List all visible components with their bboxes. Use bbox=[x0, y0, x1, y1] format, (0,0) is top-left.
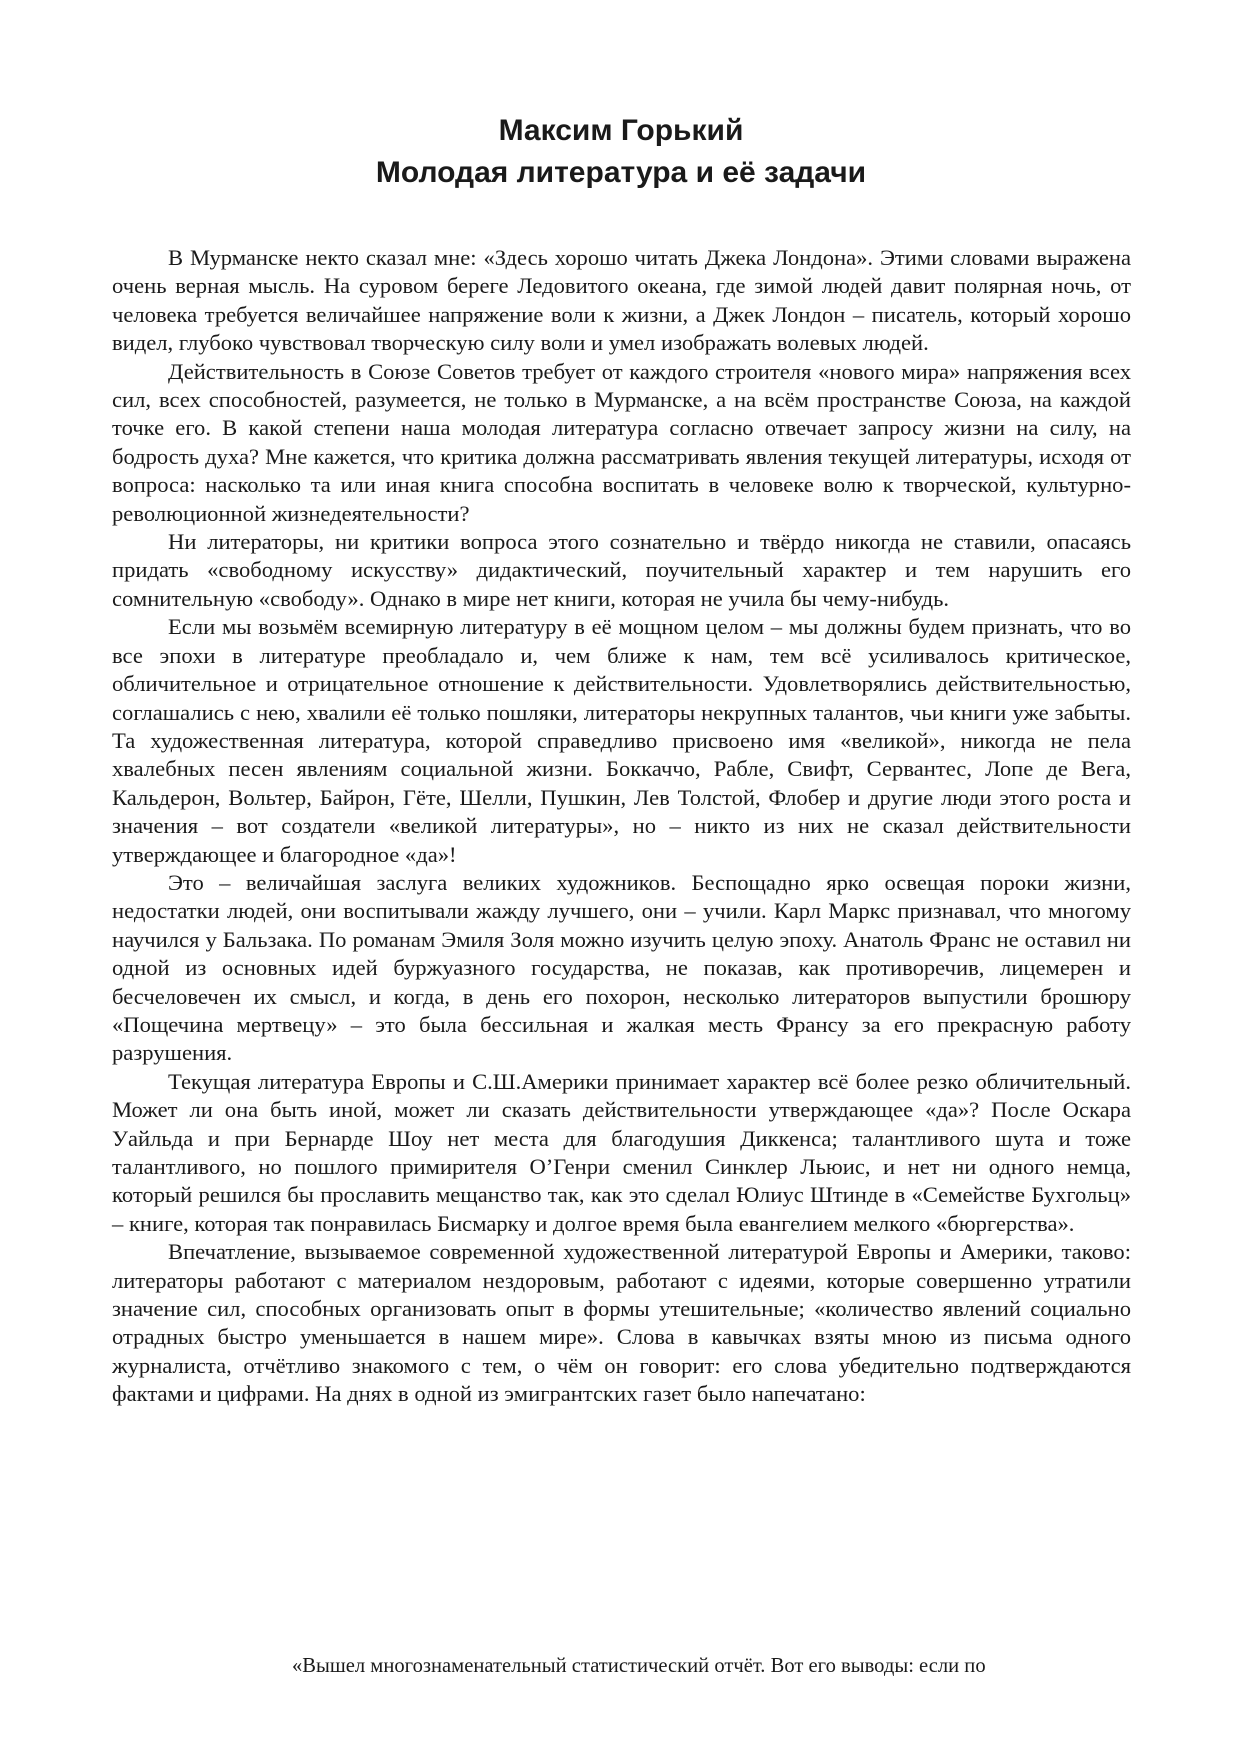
paragraph: В Мурманске некто сказал мне: «Здесь хорошо читать Джека Лондона». Этими словами выражена очень верная мысль. На суровом береге Ледовитого океана, где зимой людей давит полярная ночь, от человека требуется величайшее напряжение воли к жизни, а Джек Лондон – писатель, который хорошо видел, глубоко чувствовал творческую силу воли и умел изображать волевых людей. bbox=[112, 245, 1131, 356]
paragraph: Это – величайшая заслуга великих художников. Беспощадно ярко освещая пороки жизни, недостатки людей, они воспитывали жажду лучшего, они – учили. Карл Маркс признавал, что многому научился у Бальзака. По романам Эмиля Золя можно изучить целую эпоху. Анатоль Франс не оставил ни одной из основных идей буржуазного государства, не показав, как противоречив, лицемерен и бесчеловечен их смысл, и когда, в день его похорон, несколько литераторов выпустили брошюру «Пощечина мертвецу» – это была бессильная и жалкая месть Франсу за его прекрасную работу разрушения. bbox=[112, 869, 1131, 1066]
paragraph: Действительность в Союзе Советов требует от каждого строителя «нового мира» напряжения всех сил, всех способностей, разумеется, не только в Мурманске, а на всём пространстве Союза, на каждой точке его. В какой степени наша молодая литература согласно отвечает запросу жизни на силу, на бодрость духа? Мне кажется, что критика должна рассматривать явления текущей литературы, исходя от вопроса: насколько та или иная книга способна воспитать в человеке волю к творческой, культурно-революционной жизнедеятельности? bbox=[112, 358, 1131, 526]
article-title: Молодая литература и её задачи bbox=[375, 156, 867, 189]
paragraph: Текущая литература Европы и С.Ш.Америки принимает характер всё более резко обличительный. Может ли она быть иной, может ли сказать действительности утверждающее «да»? После Оскара Уайльда и при Бернарде Шоу нет места для благодушия Диккенса; талантливого шута и тоже талантливого, но пошлого примирителя О’Генри сменил Синклер Льюис, и нет ни одного немца, который решился бы прославить мещанство так, как это сделал Юлиус Штинде в «Семействе Бухгольц» – книге, которая так понравилась Бисмарку и долгое время была евангелием мелкого «бюргерства». bbox=[112, 1068, 1131, 1236]
paragraph: Если мы возьмём всемирную литературу в её мощном целом – мы должны будем признать, что во все эпохи в литературе преобладало и, чем ближе к нам, тем всё усиливалось критическое, обличительное и отрицательное отношение к действительности. Удовлетворялись действительностью, соглашались с нею, хвалили её только пошляки, литераторы некрупных талантов, чьи книги уже забыты. Та художественная литература, которой справедливо присвоено имя «великой», никогда не пела хвалебных песен явлениям социальной жизни. Боккаччо, Рабле, Свифт, Сервантес, Лопе де Вега, Кальдерон, Вольтер, Байрон, Гёте, Шелли, Пушкин, Лев Толстой, Флобер и другие люди этого роста и значения – вот создатели «великой литературы», но – никто из них не сказал действительности утверждающее и благородное «да»! bbox=[112, 614, 1131, 867]
block-quote: «Вышел многознаменательный статистический отчёт. Вот его выводы: если по bbox=[292, 1655, 986, 1677]
paragraph: Впечатление, вызываемое современной художественной литературой Европы и Америки, таково: литераторы работают с материалом нездоровым, работают с идеями, которые совершенно утратили значение сил, способных организовать опыт в формы утешительные; «количество явлений социально отрадных быстро уменьшается в нашем мире». Слова в кавычках взяты мною из письма одного журналиста, отчётливо знакомого с тем, о чём он говорит: его слова убедительно подтверждаются фактами и цифрами. На днях в одной из эмигрантских газет было напечатано: bbox=[112, 1239, 1131, 1407]
document-title-block bbox=[0, 110, 1242, 194]
article-body bbox=[112, 244, 1131, 1409]
author-name: Максим Горький bbox=[498, 114, 744, 147]
paragraph: Ни литераторы, ни критики вопроса этого сознательно и твёрдо никогда не ставили, опасаясь придать «свободному искусству» дидактический, поучительный характер и тем нарушить его сомнительную «свободу». Однако в мире нет книги, которая не учила бы чему-нибудь. bbox=[112, 529, 1131, 611]
